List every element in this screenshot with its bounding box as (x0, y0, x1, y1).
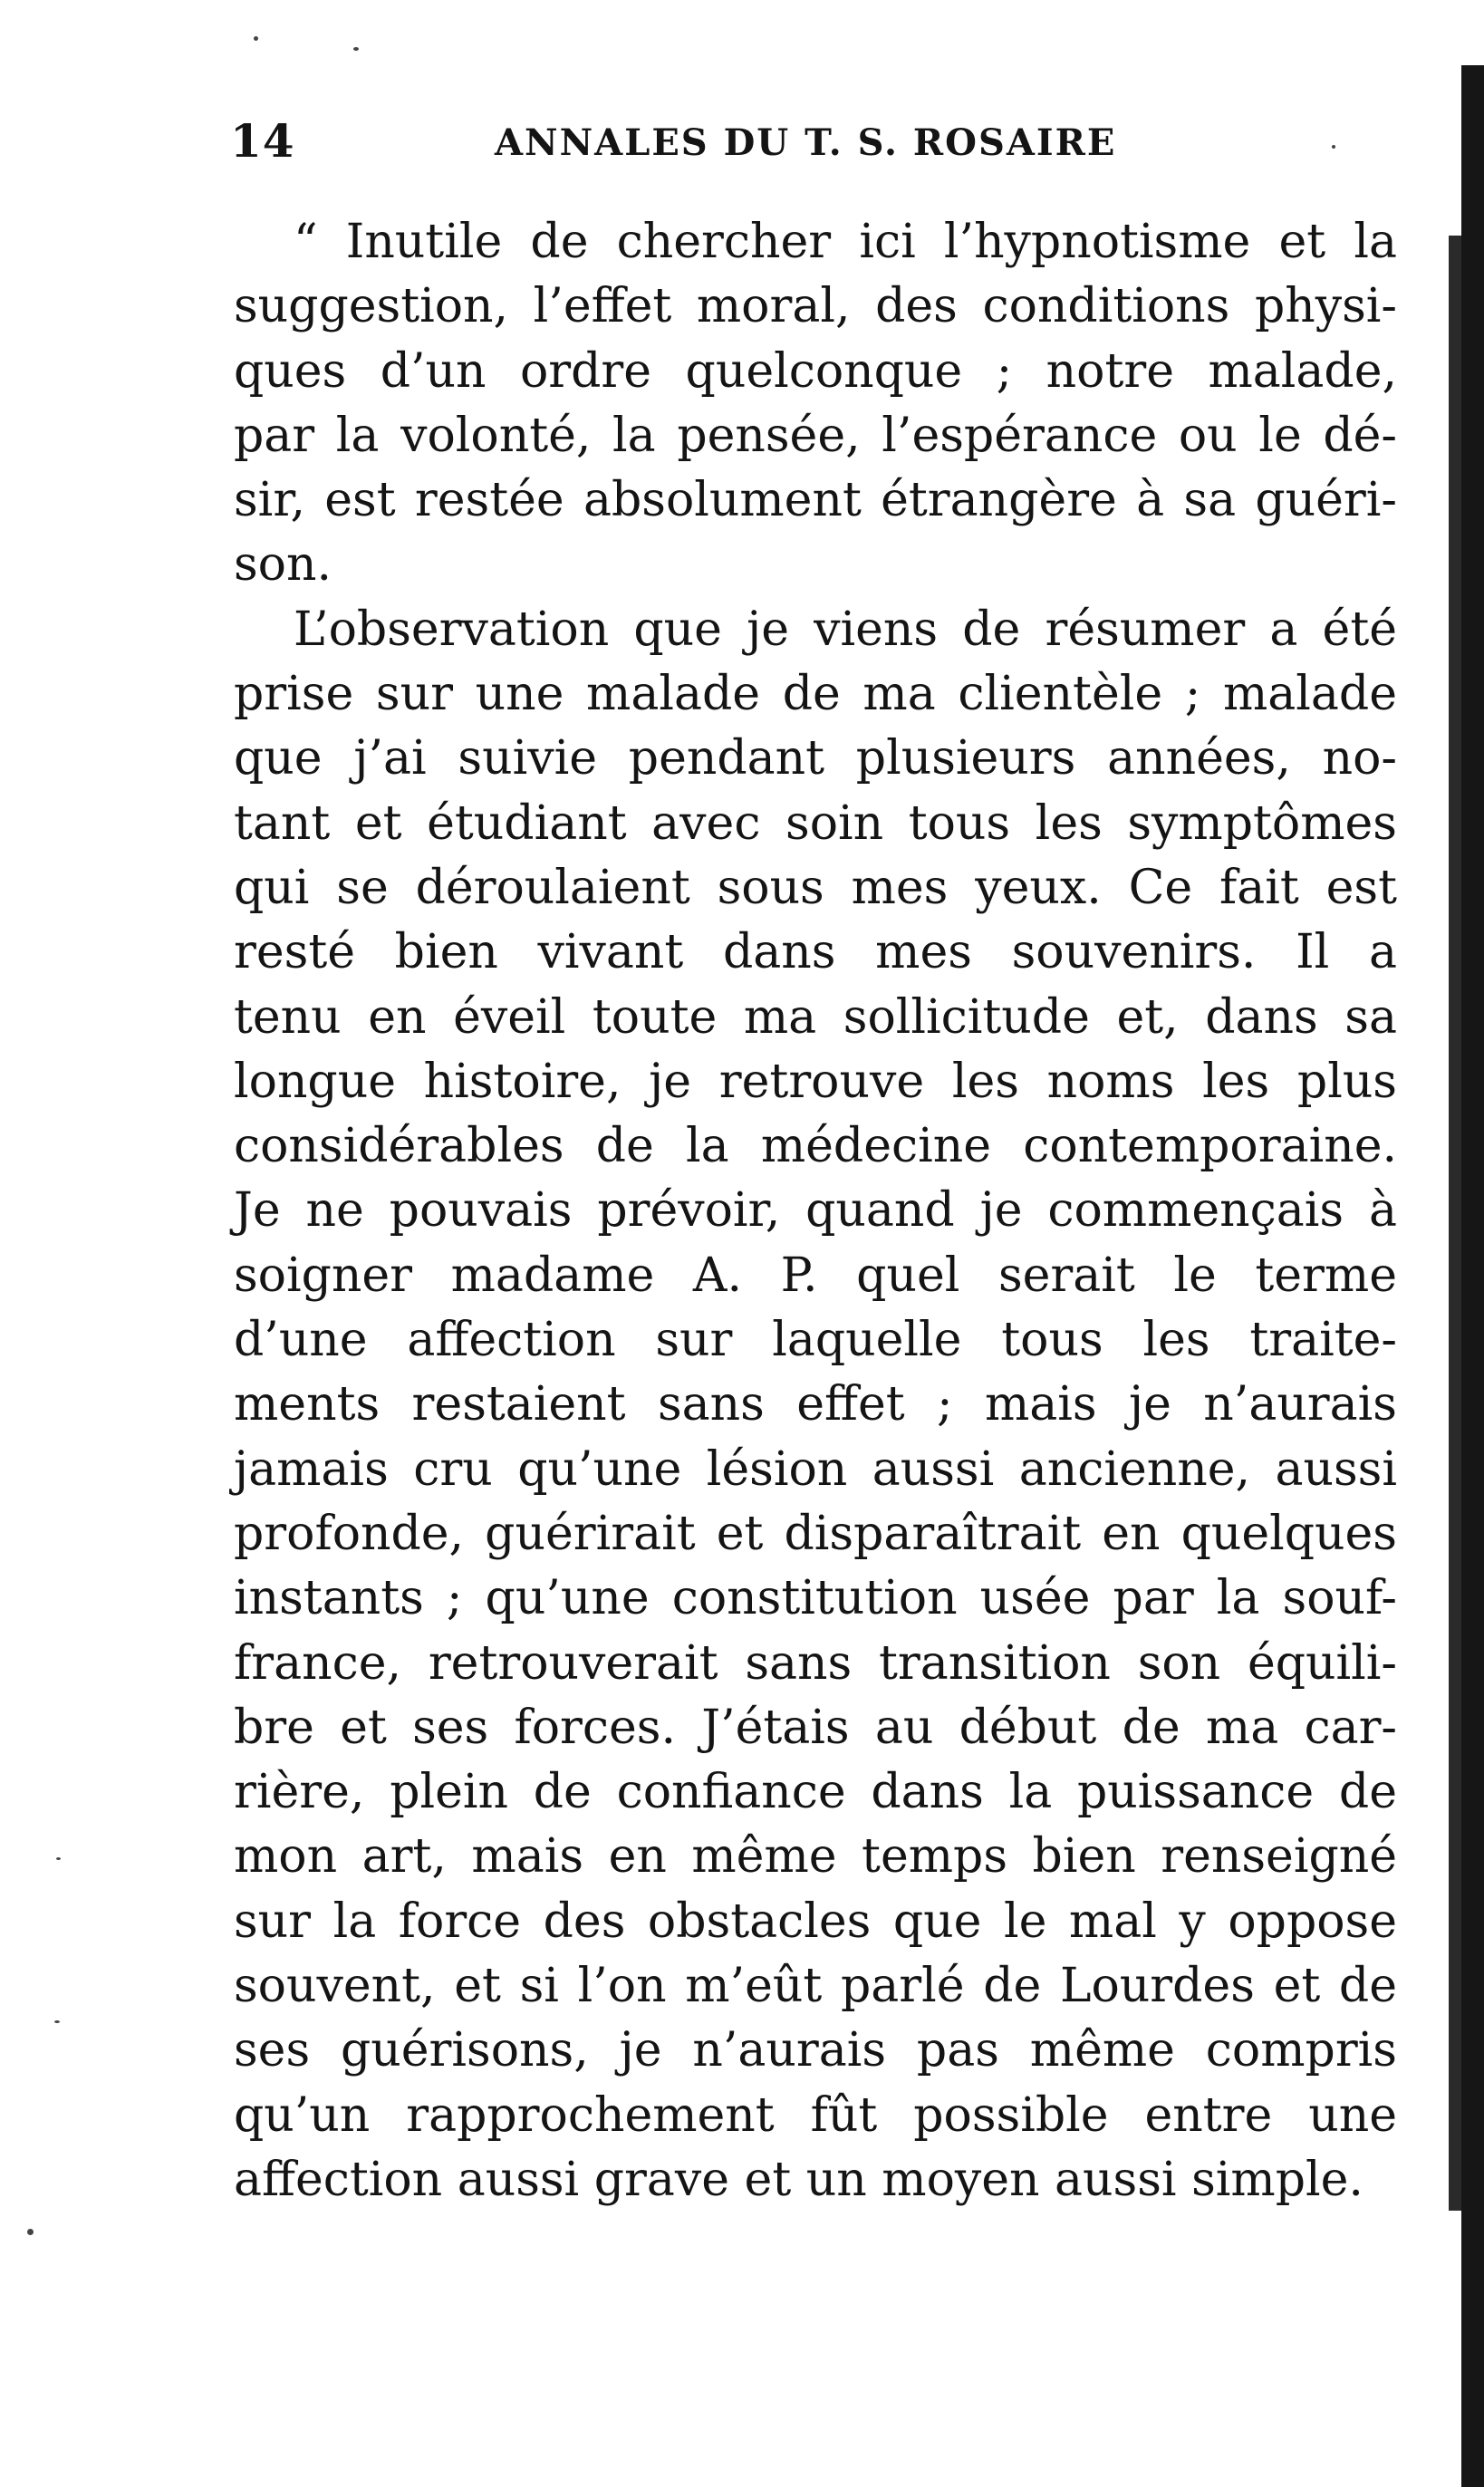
page-edge-shadow-inner (1449, 236, 1461, 2211)
text-line: son. (234, 537, 332, 593)
text-line: affection aussi grave et un moyen aussi simple. (234, 2152, 1364, 2207)
text-line: L’observation que je viens de résumer a été (294, 602, 1397, 657)
text-line: souvent, et si l’on m’eût parlé de Lourdes et de (234, 1959, 1397, 2014)
running-head (230, 114, 1299, 187)
scan-speck (27, 2229, 34, 2235)
scan-speck (56, 1857, 61, 1860)
page-edge-shadow (1461, 65, 1484, 2487)
page-number: 14 (230, 114, 295, 168)
text-line: ses guérisons, je n’aurais pas même compris (234, 2023, 1397, 2078)
text-line: sur la force des obstacles que le mal y oppose (234, 1894, 1397, 1949)
text-line: ques d’un ordre quelconque ; notre malade, (234, 343, 1397, 399)
text-line: france, retrouverait sans transition son équili- (234, 1635, 1397, 1691)
running-title: ANNALES DU T. S. ROSAIRE (495, 121, 1117, 164)
text-line: tenu en éveil toute ma sollicitude et, dans sa (234, 989, 1397, 1045)
scan-speck (254, 36, 258, 41)
body-text (234, 210, 1397, 2212)
text-line: profonde, guérirait et disparaîtrait en quelques (234, 1506, 1397, 1561)
text-line: Je ne pouvais prévoir, quand je commençais à (234, 1183, 1397, 1239)
text-line: mon art, mais en même temps bien renseigné (234, 1829, 1397, 1885)
text-line: d’une affection sur laquelle tous les traite- (234, 1313, 1397, 1368)
text-line: qui se déroulaient sous mes yeux. Ce fait est (234, 860, 1397, 915)
scan-speck (353, 47, 359, 51)
text-line: qu’un rapprochement fût possible entre une (234, 2087, 1397, 2143)
text-line: “ Inutile de chercher ici l’hypnotisme et la (294, 215, 1397, 269)
text-line: soigner madame A. P. quel serait le terme (234, 1248, 1397, 1303)
text-line: rière, plein de confiance dans la puissance de (234, 1765, 1397, 1820)
text-line: considérables de la médecine contemporaine. (234, 1119, 1397, 1174)
text-line: suggestion, l’effet moral, des conditions physi- (234, 279, 1397, 334)
text-line: instants ; qu’une constitution usée par la souf- (234, 1571, 1397, 1626)
text-line: prise sur une malade de ma clientèle ; malade (234, 667, 1397, 722)
text-line: sir, est restée absolument étrangère à sa guéri- (234, 473, 1397, 528)
text-line: jamais cru qu’une lésion aussi ancienne, aussi (234, 1441, 1397, 1497)
text-line: tant et étudiant avec soin tous les symptômes (234, 795, 1397, 851)
text-line: que j’ai suivie pendant plusieurs années, no- (234, 731, 1397, 786)
text-line: resté bien vivant dans mes souvenirs. Il a (234, 925, 1397, 980)
text-line: longue histoire, je retrouve les noms les plus (234, 1054, 1397, 1109)
text-line: par la volonté, la pensée, l’espérance ou le dé- (234, 408, 1397, 463)
text-line: bre et ses forces. J’étais au début de ma car- (234, 1700, 1397, 1755)
scan-speck (54, 2020, 60, 2023)
text-line: ments restaient sans effet ; mais je n’aurais (234, 1377, 1397, 1432)
scan-speck (1332, 145, 1335, 149)
